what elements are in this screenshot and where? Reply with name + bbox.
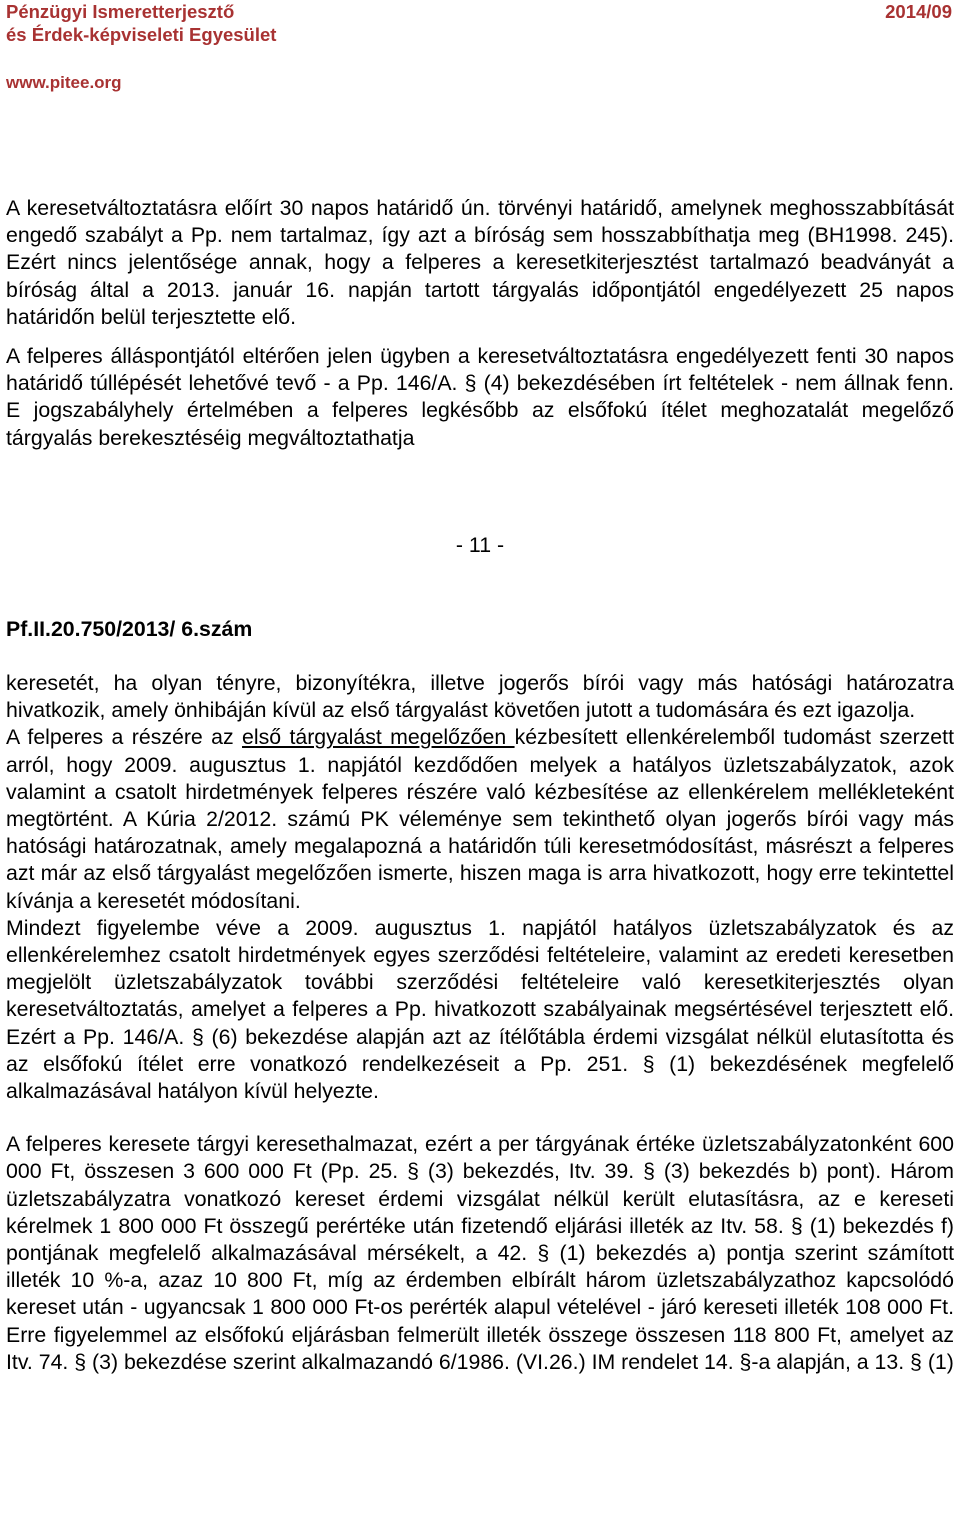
page-header [6,0,952,46]
paragraph: A felperes álláspontjától eltérően jelen ügyben a keresetváltoztatásra engedélyezett fenti 30 napos határidő túllépését lehetővé tevő - a Pp. 146/A. § (4) bekezdésében írt feltételek - nem állnak fenn. E jogszabályhely értelmében a felperes legkésőbb az elsőfokú ítélet meghozatalát megelőző tárgyalás berekesztéséig megváltoztathatja [6,344,954,450]
paragraph: A keresetváltoztatásra előírt 30 napos határidő ún. törvényi határidő, amelynek meghosszabbítását engedő szabályt a Pp. nem tartalmaz, így azt a bíróság sem hosszabbíthatja meg (BH1998. 245). Ezért nincs jelentősége annak, hogy a felperes a keresetkiterjesztést tartalmazó beadványát a bíróság által a 2013. január 16. napján tartott tárgyalás időpontjától engedélyezett 25 napos határidőn belül terjesztette elő. [6,196,954,329]
text-run: kézbesített ellenkérelemből tudomást szerzett arról, hogy 2009. augusztus 1. napjától kezdődően melyek a hatályos üzletszabályzatok, azok valamint a csatolt hirdetmények felperes részére való kézbesítése az ellenkérelem mellékleteként megtörtént. A Kúria 2/2012. számú PK véleménye sem tekinthető olyan jogerős bírói vagy más hatósági határozatnak, amely megalapozná a határidőn túli keresetmódosítást, másrészt a felperes azt már az első tárgyalást megelőzően ismerte, hiszen maga is arra hivatkozott, hogy erre tekintettel kívánja a keresetét módosítani. [6,725,954,913]
paragraph: Mindezt figyelembe véve a 2009. augusztus 1. napjától hatályos üzletszabályzatok és az ellenkérelemhez csatolt hirdetmények egyes szerződési feltételeire, valamint az eredeti keresetben megjelölt üzletszabályzatok további szerződési feltételeire való keresetkiterjesztés olyan keresetváltoztatás, amelyet a felperes a Pp. hivatkozott szabályainak megsértésével terjesztett elő. Ezért a Pp. 146/A. § (6) bekezdése alapján azt az ítélőtábla érdemi vizsgálat nélkül elutasította és az elsőfokú ítélet erre vonatkozó rendelkezéseit a Pp. 251. § (1) bekezdésének megfelelő alkalmazásával hatályon kívül helyezte. [6,915,954,1104]
paragraph [6,724,954,914]
header-date: 2014/09 [885,1,952,22]
document-reference: Pf.II.20.750/2013/ 6.szám [6,617,253,641]
org-name-line2: és Érdek-képviseleti Egyesület [6,24,277,45]
org-name-line1: Pénzügyi Ismeretterjesztő [6,1,235,22]
website-link[interactable]: www.pitee.org [6,73,122,92]
text-run: A felperes a részére az [6,725,243,750]
lower-body-text [6,670,954,1376]
paragraph: A felperes keresete tárgyi keresethalmazat, ezért a per tárgyának értéke üzletszabályzatonként 600 000 Ft, összesen 3 600 000 Ft (Pp. 25. § (3) bekezdés, Itv. 39. § (3) bekezdés b) pont). Három üzletszabályzatra vonatkozó kereset érdemi vizsgálat nélkül került elutasításra, az e kereseti kérelmek 1 800 000 Ft összegű perértéke után fizetendő eljárási illeték az Itv. 58. § (1) bekezdés f) pontjának megfelelő alkalmazásával mérsékelt, a 42. § (1) bekezdés a) pontja szerint számított illeték 10 %-a, azaz 10 800 Ft, míg az érdemben elbírált három üzletszabályzathoz kapcsolódó kereset után - ugyancsak 1 800 000 Ft-os perérték alapul vételével - járó kereseti illeték 108 000 Ft. Erre figyelemmel az elsőfokú eljárásban felmerült illeték összege összesen 118 800 Ft, amelyet az Itv. 74. § (3) bekezdése szerint alkalmazandó 6/1986. (VI.26.) IM rendelet 14. §-a alapján, a 13. § (1) [6,1132,954,1374]
page-number: - 11 - [455,533,505,557]
upper-body-text [6,195,954,452]
underlined-text: első tárgyalást megelőzően [242,725,515,750]
paragraph: keresetét, ha olyan tényre, bizonyítékra, illetve jogerős bírói vagy más hatósági határozatra hivatkozik, amely önhibáján kívül az első tárgyalást követően jutott a tudomására és ezt igazolja. [6,671,954,723]
